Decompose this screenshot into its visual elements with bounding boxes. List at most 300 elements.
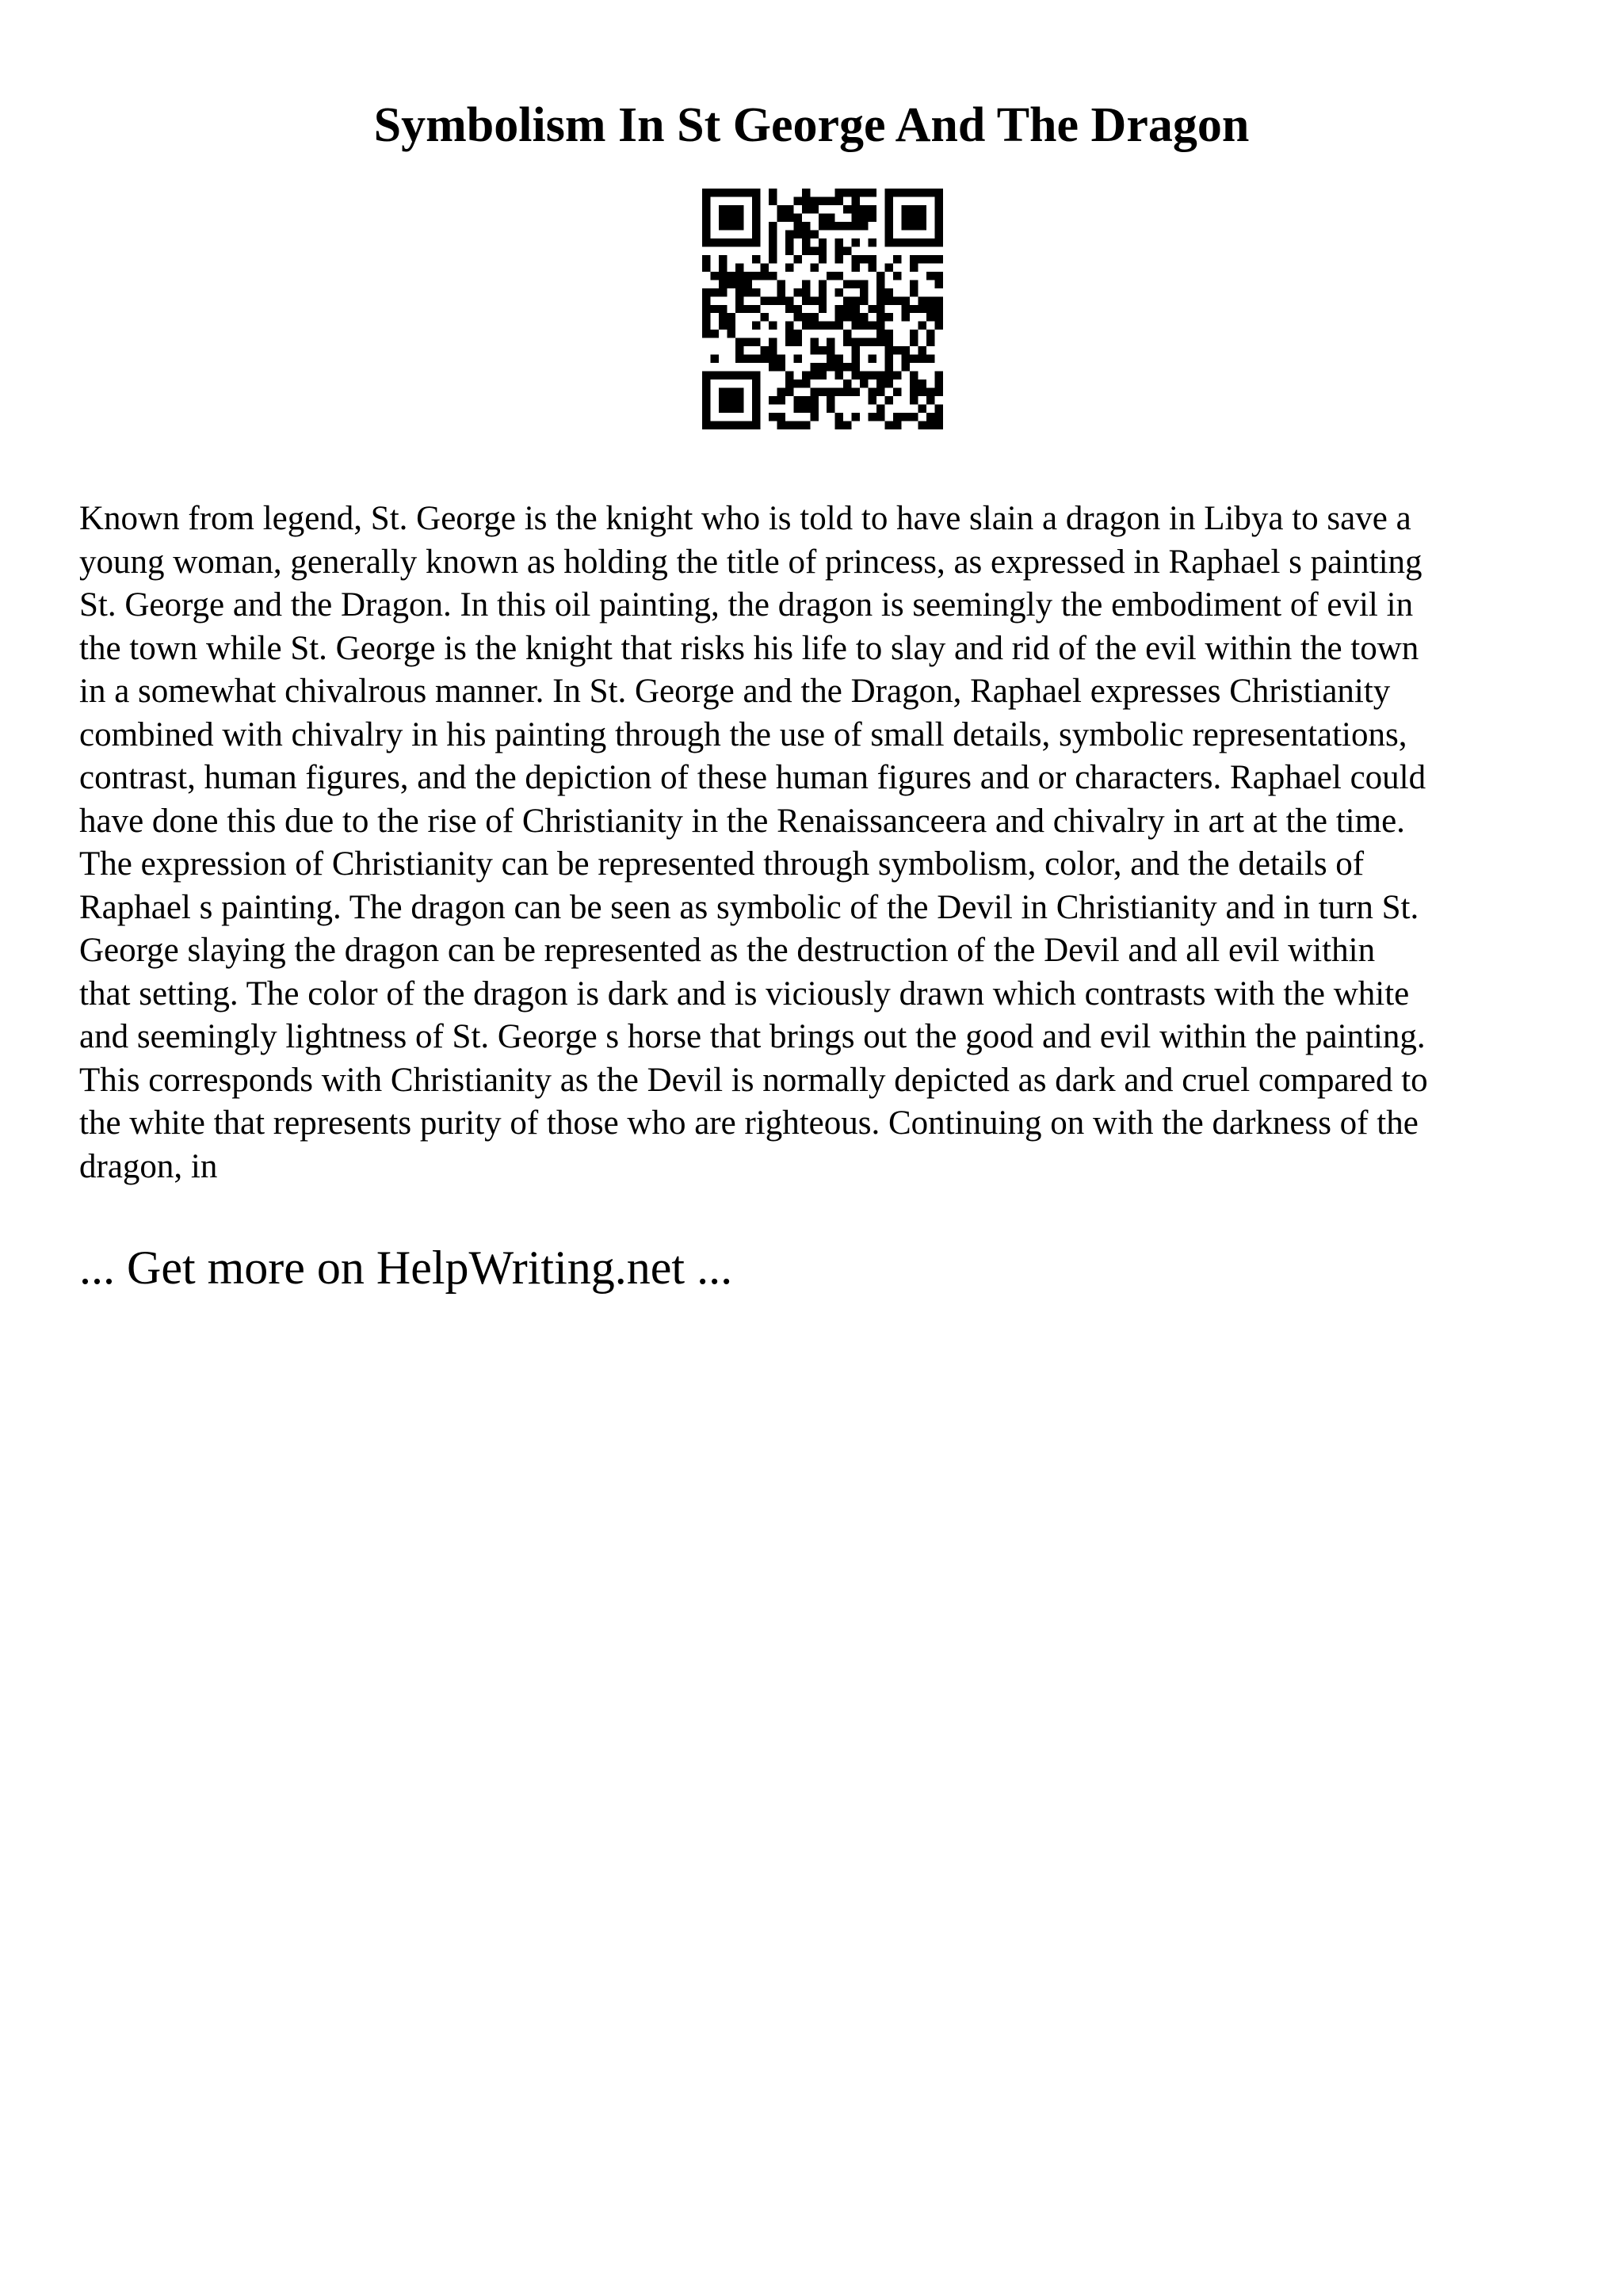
qr-module	[793, 330, 801, 338]
qr-module	[743, 280, 751, 288]
qr-module	[719, 305, 727, 313]
qr-module	[935, 280, 943, 288]
qr-module	[902, 355, 910, 363]
qr-module	[702, 388, 710, 396]
qr-module	[785, 322, 793, 330]
qr-module	[719, 255, 727, 263]
qr-module	[935, 322, 943, 330]
qr-module	[735, 280, 743, 288]
qr-module	[760, 346, 768, 354]
qr-module	[910, 413, 918, 421]
qr-module	[918, 238, 926, 246]
qr-module	[852, 263, 860, 271]
qr-module	[710, 238, 718, 246]
qr-module	[735, 288, 743, 296]
qr-module	[910, 238, 918, 246]
qr-module	[710, 288, 718, 296]
body-line: combined with chivalry in his painting through the use of small details, symbolic representations,	[79, 715, 1407, 753]
qr-module	[719, 189, 727, 196]
qr-module	[752, 288, 760, 296]
qr-module	[893, 421, 901, 429]
qr-module	[893, 296, 901, 304]
qr-module	[735, 405, 743, 413]
qr-module	[785, 205, 793, 213]
qr-module	[777, 421, 785, 429]
qr-module	[702, 296, 710, 304]
qr-module	[785, 296, 793, 304]
qr-module	[860, 205, 868, 213]
qr-module	[869, 305, 876, 313]
qr-module	[735, 263, 743, 271]
qr-module	[752, 372, 760, 379]
qr-module	[935, 413, 943, 421]
body-line: the white that represents purity of those who are righteous. Continuing on with the darkness of the	[79, 1104, 1419, 1142]
qr-module	[819, 322, 827, 330]
qr-module	[876, 288, 884, 296]
qr-module	[785, 379, 793, 387]
qr-module	[752, 405, 760, 413]
qr-module	[935, 313, 943, 321]
qr-module	[935, 222, 943, 230]
qr-module	[777, 388, 785, 396]
qr-module	[752, 189, 760, 196]
qr-module	[752, 222, 760, 230]
qr-module	[835, 272, 843, 280]
qr-module	[719, 288, 727, 296]
qr-module	[852, 413, 860, 421]
qr-module	[926, 313, 934, 321]
qr-module	[926, 255, 934, 263]
qr-module	[835, 355, 843, 363]
qr-module	[910, 388, 918, 396]
qr-module	[843, 246, 851, 254]
qr-module	[810, 363, 818, 371]
qr-module	[719, 421, 727, 429]
qr-module	[935, 255, 943, 263]
qr-module	[935, 230, 943, 238]
qr-module	[918, 255, 926, 263]
qr-module	[769, 338, 777, 346]
qr-module	[835, 363, 843, 371]
qr-module	[735, 305, 743, 313]
qr-module	[727, 388, 735, 396]
qr-module	[710, 355, 718, 363]
qr-module	[869, 189, 876, 196]
qr-module	[835, 421, 843, 429]
qr-module	[802, 238, 810, 246]
qr-module	[702, 255, 710, 263]
qr-module	[843, 189, 851, 196]
qr-module	[810, 296, 818, 304]
qr-module	[918, 189, 926, 196]
qr-module	[852, 255, 860, 263]
qr-code-icon	[702, 189, 943, 429]
qr-module	[885, 213, 893, 221]
qr-module	[702, 196, 710, 204]
qr-module	[827, 196, 834, 204]
qr-module	[702, 322, 710, 330]
qr-module	[752, 255, 760, 263]
qr-module	[935, 238, 943, 246]
body-line: young woman, generally known as holding the title of princess, as expressed in Raphael s painting	[79, 543, 1423, 581]
qr-module	[869, 355, 876, 363]
qr-module	[769, 355, 777, 363]
qr-module	[876, 280, 884, 288]
qr-module	[827, 405, 834, 413]
qr-module	[793, 396, 801, 404]
qr-module	[702, 313, 710, 321]
qr-module	[785, 338, 793, 346]
qr-module	[876, 413, 884, 421]
qr-module	[802, 246, 810, 254]
qr-module	[793, 213, 801, 221]
qr-module	[918, 379, 926, 387]
qr-module	[702, 405, 710, 413]
qr-module	[852, 313, 860, 321]
qr-module	[719, 322, 727, 330]
qr-module	[852, 338, 860, 346]
qr-module	[702, 189, 710, 196]
qr-module	[819, 246, 827, 254]
qr-module	[869, 388, 876, 396]
qr-module	[802, 296, 810, 304]
qr-module	[827, 222, 834, 230]
qr-module	[852, 372, 860, 379]
qr-module	[843, 280, 851, 288]
body-line: George slaying the dragon can be represented as the destruction of the Devil and all evil within	[79, 932, 1376, 969]
qr-module	[893, 413, 901, 421]
qr-module	[893, 255, 901, 263]
qr-module	[869, 413, 876, 421]
qr-module	[876, 405, 884, 413]
qr-module	[769, 322, 777, 330]
qr-module	[702, 421, 710, 429]
body-line: Known from legend, St. George is the knight who is told to have slain a dragon in Libya to save a	[79, 500, 1411, 537]
qr-module	[935, 305, 943, 313]
qr-module	[769, 413, 777, 421]
qr-module	[860, 338, 868, 346]
qr-module	[702, 263, 710, 271]
qr-module	[885, 363, 893, 371]
get-more-link[interactable]: ... Get more on HelpWriting.net ...	[79, 1241, 733, 1294]
qr-module	[710, 372, 718, 379]
qr-module	[802, 322, 810, 330]
qr-module	[935, 421, 943, 429]
qr-module	[852, 189, 860, 196]
qr-module	[819, 280, 827, 288]
qr-module	[819, 196, 827, 204]
qr-module	[785, 372, 793, 379]
body-line: Raphael s painting. The dragon can be seen as symbolic of the Devil in Christianity and in turn St.	[79, 888, 1419, 926]
qr-module	[835, 313, 843, 321]
qr-module	[876, 372, 884, 379]
qr-module	[827, 338, 834, 346]
qr-module	[869, 213, 876, 221]
qr-module	[876, 322, 884, 330]
qr-module	[926, 388, 934, 396]
qr-module	[735, 189, 743, 196]
qr-module	[735, 421, 743, 429]
qr-module	[918, 213, 926, 221]
qr-module	[702, 238, 710, 246]
qr-module	[918, 322, 926, 330]
qr-module	[926, 355, 934, 363]
qr-module	[819, 238, 827, 246]
qr-module	[893, 346, 901, 354]
qr-module	[710, 189, 718, 196]
qr-module	[793, 355, 801, 363]
qr-module	[843, 205, 851, 213]
body-line: dragon, in	[79, 1147, 218, 1185]
qr-module	[885, 346, 893, 354]
body-line: contrast, human figures, and the depiction of these human figures and or characters. Raphael could	[79, 759, 1426, 796]
qr-module	[918, 346, 926, 354]
qr-module	[843, 379, 851, 387]
qr-module	[876, 388, 884, 396]
qr-module	[827, 396, 834, 404]
qr-module	[860, 213, 868, 221]
qr-module	[760, 272, 768, 280]
qr-module	[810, 263, 818, 271]
qr-module	[902, 305, 910, 313]
qr-module	[719, 205, 727, 213]
qr-module	[702, 330, 710, 338]
qr-module	[860, 372, 868, 379]
qr-module	[910, 205, 918, 213]
qr-module	[802, 189, 810, 196]
qr-module	[869, 372, 876, 379]
qr-module	[710, 305, 718, 313]
qr-module	[902, 313, 910, 321]
qr-module	[902, 205, 910, 213]
qr-module	[885, 222, 893, 230]
qr-module	[910, 222, 918, 230]
qr-module	[810, 372, 818, 379]
qr-module	[876, 305, 884, 313]
qr-module	[885, 263, 893, 271]
qr-module	[843, 222, 851, 230]
qr-module	[835, 388, 843, 396]
qr-module	[876, 272, 884, 280]
qr-module	[935, 213, 943, 221]
qr-module	[935, 189, 943, 196]
qr-module	[777, 288, 785, 296]
qr-module	[752, 272, 760, 280]
body-line: The expression of Christianity can be represented through symbolism, color, and the details of	[79, 845, 1365, 883]
qr-module	[719, 405, 727, 413]
qr-module	[727, 372, 735, 379]
qr-module	[752, 338, 760, 346]
qr-module	[743, 288, 751, 296]
qr-module	[769, 238, 777, 246]
qr-module	[885, 189, 893, 196]
qr-module	[876, 313, 884, 321]
qr-module	[843, 421, 851, 429]
qr-module	[902, 346, 910, 354]
qr-module	[752, 396, 760, 404]
qr-module	[860, 222, 868, 230]
qr-module	[769, 196, 777, 204]
qr-module	[835, 255, 843, 263]
qr-module	[752, 305, 760, 313]
qr-module	[802, 280, 810, 288]
qr-module	[852, 305, 860, 313]
qr-module	[735, 222, 743, 230]
qr-module	[910, 330, 918, 338]
qr-module	[885, 379, 893, 387]
qr-module	[819, 213, 827, 221]
qr-module	[835, 322, 843, 330]
qr-module	[893, 189, 901, 196]
qr-module	[860, 280, 868, 288]
qr-module	[777, 363, 785, 371]
body-line: have done this due to the rise of Christianity in the Renaissanceera and chivalry in art at the time.	[79, 802, 1405, 840]
qr-module	[769, 396, 777, 404]
qr-module	[727, 330, 735, 338]
qr-module	[735, 346, 743, 354]
qr-module	[852, 346, 860, 354]
qr-module	[885, 338, 893, 346]
qr-module	[819, 363, 827, 371]
qr-module	[719, 372, 727, 379]
qr-module	[869, 255, 876, 263]
body-line: the town while St. George is the knight that risks his life to slay and rid of the evil within the town	[79, 629, 1419, 667]
qr-module	[743, 355, 751, 363]
qr-module	[735, 213, 743, 221]
qr-module	[743, 421, 751, 429]
qr-module	[827, 213, 834, 221]
qr-module	[843, 330, 851, 338]
qr-module	[910, 305, 918, 313]
qr-module	[777, 205, 785, 213]
qr-module	[743, 238, 751, 246]
qr-module	[910, 255, 918, 263]
qr-module	[893, 388, 901, 396]
qr-module	[710, 272, 718, 280]
qr-module	[802, 230, 810, 238]
qr-module	[802, 205, 810, 213]
qr-module	[769, 296, 777, 304]
qr-module	[810, 196, 818, 204]
qr-module	[926, 396, 934, 404]
qr-module	[910, 396, 918, 404]
qr-module	[727, 421, 735, 429]
qr-module	[918, 355, 926, 363]
qr-module	[910, 338, 918, 346]
qr-module	[835, 238, 843, 246]
qr-module	[819, 222, 827, 230]
qr-module	[793, 305, 801, 313]
qr-module	[760, 313, 768, 321]
qr-module	[785, 263, 793, 271]
qr-module	[918, 305, 926, 313]
qr-module	[810, 246, 818, 254]
qr-module	[885, 288, 893, 296]
qr-module	[869, 263, 876, 271]
qr-module	[752, 322, 760, 330]
qr-module	[835, 372, 843, 379]
qr-module	[793, 255, 801, 263]
qr-module	[893, 372, 901, 379]
qr-module	[727, 213, 735, 221]
qr-module	[702, 396, 710, 404]
qr-module	[752, 213, 760, 221]
qr-module	[827, 355, 834, 363]
qr-module	[935, 405, 943, 413]
qr-module	[727, 222, 735, 230]
qr-module	[852, 388, 860, 396]
qr-module	[810, 313, 818, 321]
qr-module	[793, 222, 801, 230]
qr-module	[802, 313, 810, 321]
qr-module	[752, 196, 760, 204]
qr-module	[827, 272, 834, 280]
qr-module	[926, 338, 934, 346]
qr-module	[702, 305, 710, 313]
qr-module	[910, 213, 918, 221]
qr-module	[785, 305, 793, 313]
qr-module	[810, 413, 818, 421]
qr-module	[910, 189, 918, 196]
qr-module	[702, 413, 710, 421]
qr-module	[810, 230, 818, 238]
qr-module	[735, 272, 743, 280]
qr-module	[802, 379, 810, 387]
qr-module	[735, 238, 743, 246]
qr-module	[852, 238, 860, 246]
qr-module	[869, 338, 876, 346]
qr-module	[910, 379, 918, 387]
qr-module	[802, 196, 810, 204]
qr-module	[810, 322, 818, 330]
qr-module	[918, 222, 926, 230]
qr-module	[852, 280, 860, 288]
qr-module	[869, 396, 876, 404]
qr-module	[843, 305, 851, 313]
qr-module	[885, 296, 893, 304]
qr-module	[935, 196, 943, 204]
qr-module	[852, 205, 860, 213]
qr-module	[793, 379, 801, 387]
qr-module	[918, 388, 926, 396]
qr-module	[860, 296, 868, 304]
qr-module	[810, 205, 818, 213]
qr-module	[719, 313, 727, 321]
qr-module	[918, 421, 926, 429]
qr-module	[769, 230, 777, 238]
qr-module	[885, 372, 893, 379]
qr-module	[777, 355, 785, 363]
qr-module	[810, 338, 818, 346]
qr-module	[760, 263, 768, 271]
qr-module	[727, 189, 735, 196]
qr-module	[918, 205, 926, 213]
qr-module	[785, 246, 793, 254]
qr-module	[735, 338, 743, 346]
body-line: and seemingly lightness of St. George s horse that brings out the good and evil within the painting.	[79, 1018, 1426, 1055]
qr-module	[869, 205, 876, 213]
qr-module	[835, 305, 843, 313]
qr-module	[760, 355, 768, 363]
qr-module	[926, 421, 934, 429]
qr-module	[885, 205, 893, 213]
qr-module	[802, 405, 810, 413]
qr-module	[735, 355, 743, 363]
qr-module	[835, 246, 843, 254]
qr-module	[885, 396, 893, 404]
qr-module	[819, 388, 827, 396]
qr-module	[926, 413, 934, 421]
